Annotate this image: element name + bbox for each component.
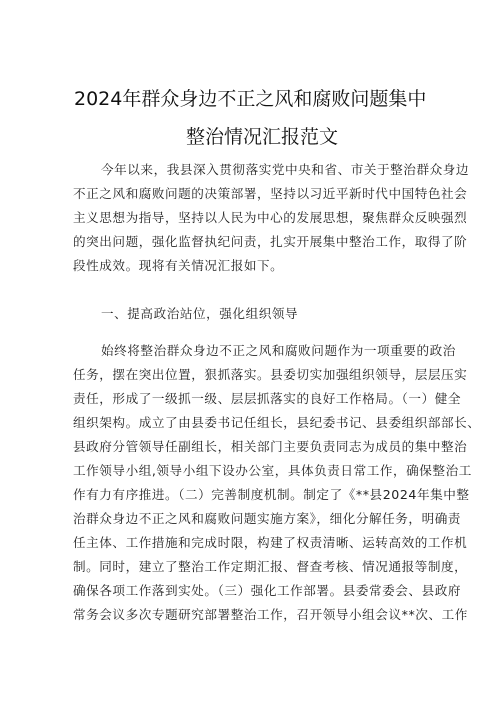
- paragraph-line: 治群众身边不正之风和腐败问题实施方案》，细化分解任务，明确责: [73, 511, 462, 526]
- paragraph-line: 不正之风和腐败问题的决策部署，坚持以习近平新时代中国特色社会: [73, 186, 468, 201]
- paragraph-line: 确保各项工作落到实处。（三）强化工作部署。县委常委会、县政府: [73, 583, 462, 598]
- paragraph-line: 段性成效。现将有关情况汇报如下。: [73, 258, 284, 273]
- paragraph-line: 今年以来，我县深入贯彻落实党中央和省、市关于整治群众身边: [101, 162, 470, 177]
- section-heading-text: 一、提高政治站位，强化组织领导: [101, 306, 299, 321]
- paragraph-line: 常务会议多次专题研究部署整治工作，召开领导小组会议**次、工作: [73, 607, 468, 622]
- paragraph-line: 主义思想为指导，坚持以人民为中心的发展思想，聚焦群众反映强烈: [73, 210, 468, 225]
- section-1-paragraph: [73, 339, 481, 627]
- intro-paragraph: [73, 158, 470, 278]
- paragraph-line: 责任，形成了一级抓一级、层层抓落实的良好工作格局。（一）健全: [73, 391, 462, 406]
- paragraph-line: 组织架构。成立了由县委书记任组长，县纪委书记、县委组织部部长、: [73, 415, 481, 430]
- paragraph-line: 制。同时，建立了整治工作定期汇报、督查考核、情况通报等制度，: [73, 559, 468, 574]
- paragraph-line: 任主体、工作措施和完成时限，构建了权责清晰、运转高效的工作机: [73, 535, 468, 550]
- paragraph-line: 任务，摆在突出位置，狠抓落实。县委切实加强组织领导，层层压实: [73, 367, 468, 382]
- paragraph-line: 工作领导小组,领导小组下设办公室，具体负责日常工作，确保整治工: [73, 463, 472, 478]
- document-title-line-1: 2024年群众身边不正之风和腐败问题集中: [74, 88, 427, 110]
- paragraph-line: 的突出问题，强化监督执纪问责，扎实开展集中整治工作，取得了阶: [73, 234, 468, 249]
- paragraph-line: 始终将整治群众身边不正之风和腐败问题作为一项重要的政治: [101, 343, 456, 358]
- document-title-line-2: 整治情况汇报范文: [186, 126, 339, 148]
- paragraph-line: 作有力有序推进。（二）完善制度机制。制定了《**县2024年集中整: [73, 487, 470, 502]
- paragraph-line: 县政府分管领导任副组长，相关部门主要负责同志为成员的集中整治: [73, 439, 468, 454]
- section-heading-1: [73, 302, 433, 326]
